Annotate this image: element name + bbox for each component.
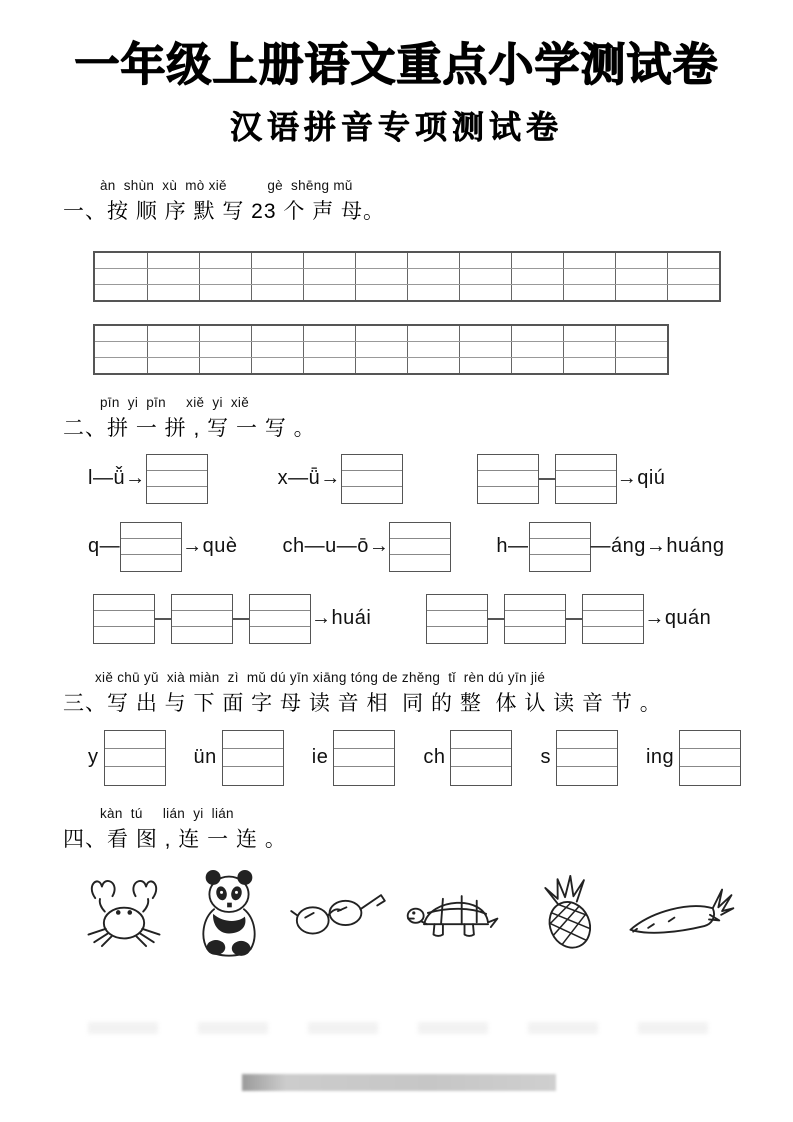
write-box-row [505, 611, 565, 627]
grid-cell [95, 269, 148, 285]
grid-cell [615, 269, 668, 285]
section2-heading: 二、拼 一 拼 , 写 一 写 。 [63, 416, 316, 440]
connector-line [566, 618, 582, 620]
panda-icon [187, 865, 271, 959]
exercise-item [477, 454, 666, 504]
connector-line [233, 618, 249, 620]
glasses-image [286, 883, 390, 941]
grid-cell [407, 285, 460, 300]
grid-cell [147, 358, 200, 373]
write-box-row [172, 595, 232, 611]
grid-cell [303, 358, 356, 373]
syllable-item [540, 730, 618, 786]
grid-cell [407, 358, 460, 373]
pinyin-write-box [120, 522, 182, 572]
pinyin-write-box [249, 594, 311, 644]
section1-heading: 一、按 顺 序 默 写 23 个 声 母。 [63, 199, 386, 223]
write-box-row [223, 731, 283, 749]
syllable-item [312, 730, 396, 786]
grid-cell [355, 342, 408, 358]
crab-image [76, 871, 172, 953]
write-box-row [121, 555, 181, 570]
exercise-suffix-text: →què [182, 535, 238, 557]
grid-cell [95, 358, 148, 373]
exercise-prefix-text: q— [88, 535, 121, 557]
write-box-row [451, 767, 511, 784]
exercise-item [496, 522, 724, 572]
connector-line [539, 478, 555, 480]
panda-image [187, 865, 271, 959]
syllable-label: ün [193, 746, 217, 768]
grid-cell [615, 253, 668, 269]
connector-line [488, 618, 504, 620]
grid-cell [199, 326, 252, 342]
write-box-row [478, 471, 538, 487]
pinyin-write-box [555, 454, 617, 504]
write-box-row [505, 627, 565, 642]
syllable-label: ie [311, 746, 329, 768]
grid-cell [251, 358, 304, 373]
exercise-row [63, 522, 793, 572]
syllable-label: ing [645, 746, 675, 768]
exercise-row [63, 454, 793, 504]
turtle-image [405, 881, 509, 943]
syllable-answer-row [88, 730, 793, 786]
write-box-row [342, 487, 402, 502]
write-box-row [583, 611, 643, 627]
pinyin-write-box [146, 454, 208, 504]
section-3-whole-syllables [0, 670, 793, 786]
write-box-row [530, 539, 590, 555]
grid-cell [199, 342, 252, 358]
grid-cell [407, 253, 460, 269]
pinyin-write-box [389, 522, 451, 572]
grid-cell [199, 358, 252, 373]
grid-cell [615, 285, 668, 300]
exercise-suffix-text: →quán [644, 607, 712, 629]
grid-cell [355, 326, 408, 342]
grid-cell [459, 253, 512, 269]
grid-cell [303, 326, 356, 342]
write-box-row [147, 455, 207, 471]
pinyin-write-box [582, 594, 644, 644]
section2-pinyin-annotation: pīn yi pīn xiě yi xiě [100, 394, 250, 410]
pinyin-write-box [104, 730, 166, 786]
write-box-row [105, 767, 165, 784]
grid-cell [511, 326, 564, 342]
grid-cell [563, 269, 616, 285]
grid-cell [511, 253, 564, 269]
write-box-row [583, 627, 643, 642]
grid-cell [511, 342, 564, 358]
exercise-suffix-text: →qiú [616, 467, 666, 489]
write-box-row [427, 627, 487, 642]
grid-cell [251, 342, 304, 358]
grid-cell [563, 342, 616, 358]
write-box-row [530, 555, 590, 570]
pinyin-write-box [222, 730, 284, 786]
write-box-row [451, 749, 511, 767]
write-box-row [105, 731, 165, 749]
section-1-initials [0, 178, 793, 375]
pinyin-write-box [556, 730, 618, 786]
grid-cell [95, 326, 148, 342]
grid-cell [563, 358, 616, 373]
write-box-row [478, 487, 538, 502]
grid-cell [355, 358, 408, 373]
pinyin-write-box [341, 454, 403, 504]
exercise-item [426, 594, 711, 644]
write-box-row [557, 749, 617, 767]
faded-text-smudge [88, 1022, 738, 1034]
write-box-row [583, 595, 643, 611]
syllable-item [646, 730, 741, 786]
exercise-item [88, 522, 238, 572]
grid-cell [563, 326, 616, 342]
write-box-row [390, 555, 450, 570]
exercise-item [278, 454, 403, 504]
section1-pinyin-annotation: àn shùn xù mò xiě gè shēng mǔ [100, 177, 353, 193]
write-box-row [250, 595, 310, 611]
write-box-row [172, 627, 232, 642]
exercise-item [283, 522, 452, 572]
write-box-row [250, 627, 310, 642]
write-box-row [556, 455, 616, 471]
write-box-row [223, 749, 283, 767]
grid-cell [147, 285, 200, 300]
grid-cell [355, 253, 408, 269]
pinyin-write-box [679, 730, 741, 786]
grid-cell [199, 285, 252, 300]
write-box-row [121, 539, 181, 555]
write-box-row [334, 767, 394, 784]
pinyin-write-box [93, 594, 155, 644]
write-box-row [451, 731, 511, 749]
write-box-row [390, 539, 450, 555]
pinyin-write-box [529, 522, 591, 572]
section-2-blending [0, 395, 793, 644]
write-box-row [334, 731, 394, 749]
section4-heading: 四、看 图 , 连 一 连 。 [63, 827, 287, 851]
grid-cell [95, 285, 148, 300]
exercise-prefix-text: x—ǖ→ [277, 467, 341, 489]
exercise-prefix-text: h— [496, 535, 529, 557]
carrot-image [625, 883, 735, 941]
grid-cell [251, 269, 304, 285]
grid-cell [407, 342, 460, 358]
grid-cell [251, 285, 304, 300]
write-box-row [121, 523, 181, 539]
initials-writing-grid-2 [93, 324, 669, 375]
grid-cell [667, 285, 719, 300]
syllable-label: s [540, 746, 551, 768]
grid-cell [199, 253, 252, 269]
pinyin-write-box [450, 730, 512, 786]
grid-cell [355, 285, 408, 300]
grid-cell [355, 269, 408, 285]
section3-heading: 三、写 出 与 下 面 字 母 读 音 相 同 的 整 体 认 读 音 节 。 [63, 691, 662, 715]
grid-cell [459, 342, 512, 358]
turtle-icon [405, 881, 509, 943]
write-box-row [94, 611, 154, 627]
syllable-label: y [88, 746, 99, 768]
grid-cell [563, 285, 616, 300]
write-box-row [556, 487, 616, 502]
grid-cell [511, 358, 564, 373]
grid-cell [459, 358, 512, 373]
syllable-item [423, 730, 512, 786]
grid-cell [615, 326, 667, 342]
exercise-prefix-text: ch—u—ō→ [282, 535, 390, 557]
grid-cell [95, 342, 148, 358]
connector-line [155, 618, 171, 620]
write-box-row [105, 749, 165, 767]
grid-cell [511, 285, 564, 300]
write-box-row [680, 767, 740, 784]
grid-cell [199, 269, 252, 285]
carrot-icon [625, 883, 735, 941]
grid-cell [615, 358, 667, 373]
write-box-row [342, 455, 402, 471]
syllable-item [194, 730, 284, 786]
write-box-row [478, 455, 538, 471]
exercise-item [93, 594, 371, 644]
syllable-label: ch [423, 746, 446, 768]
grid-cell [147, 326, 200, 342]
grid-cell [95, 253, 148, 269]
write-box-row [505, 595, 565, 611]
write-box-row [223, 767, 283, 784]
write-box-row [557, 767, 617, 784]
grid-cell [459, 326, 512, 342]
page-subtitle: 汉语拼音专项测试卷 [229, 108, 563, 145]
write-box-row [94, 595, 154, 611]
section4-pinyin-annotation: kàn tú lián yi lián [100, 805, 234, 821]
write-box-row [250, 611, 310, 627]
write-box-row [530, 523, 590, 539]
write-box-row [342, 471, 402, 487]
grid-cell [407, 326, 460, 342]
grid-cell [407, 269, 460, 285]
glasses-icon [286, 883, 390, 941]
picture-row [76, 865, 735, 959]
write-box-row [427, 595, 487, 611]
grid-cell [251, 253, 304, 269]
pinyin-write-box [504, 594, 566, 644]
exercise-row [63, 594, 793, 644]
write-box-row [680, 749, 740, 767]
grid-cell [459, 269, 512, 285]
section-4-matching [0, 806, 793, 959]
write-box-row [172, 611, 232, 627]
watermark-bar [242, 1074, 556, 1091]
write-box-row [147, 471, 207, 487]
pineapple-image [524, 869, 610, 955]
write-box-row [147, 487, 207, 502]
grid-cell [303, 285, 356, 300]
grid-cell [251, 326, 304, 342]
pinyin-write-box [171, 594, 233, 644]
write-box-row [557, 731, 617, 749]
grid-cell [563, 253, 616, 269]
exercise-prefix-text: l—ǚ→ [88, 467, 146, 489]
write-box-row [680, 731, 740, 749]
syllable-item [88, 730, 166, 786]
grid-cell [667, 269, 719, 285]
crab-icon [76, 871, 172, 953]
blending-exercises [0, 454, 793, 644]
pinyin-write-box [333, 730, 395, 786]
write-box-row [94, 627, 154, 642]
section3-pinyin-annotation: xiě chū yǔ xià miàn zì mǔ dú yīn xiāng tóng de zhěng tǐ rèn dú yīn jié [95, 669, 546, 685]
write-box-row [427, 611, 487, 627]
page-title: 一年级上册语文重点小学测试卷 [74, 39, 719, 90]
grid-cell [303, 269, 356, 285]
exercise-item [88, 454, 208, 504]
initials-writing-grid-1 [93, 251, 721, 302]
pinyin-write-box [477, 454, 539, 504]
write-box-row [334, 749, 394, 767]
grid-cell [511, 269, 564, 285]
write-box-row [556, 471, 616, 487]
grid-cell [147, 342, 200, 358]
pineapple-icon [524, 869, 610, 955]
grid-cell [459, 285, 512, 300]
grid-cell [615, 342, 667, 358]
grid-cell [303, 253, 356, 269]
exercise-suffix-text: —áng→huáng [590, 535, 725, 557]
grid-cell [147, 269, 200, 285]
pinyin-write-box [426, 594, 488, 644]
grid-cell [303, 342, 356, 358]
grid-cell [147, 253, 200, 269]
write-box-row [390, 523, 450, 539]
grid-cell [667, 253, 719, 269]
exercise-suffix-text: →huái [311, 607, 372, 629]
